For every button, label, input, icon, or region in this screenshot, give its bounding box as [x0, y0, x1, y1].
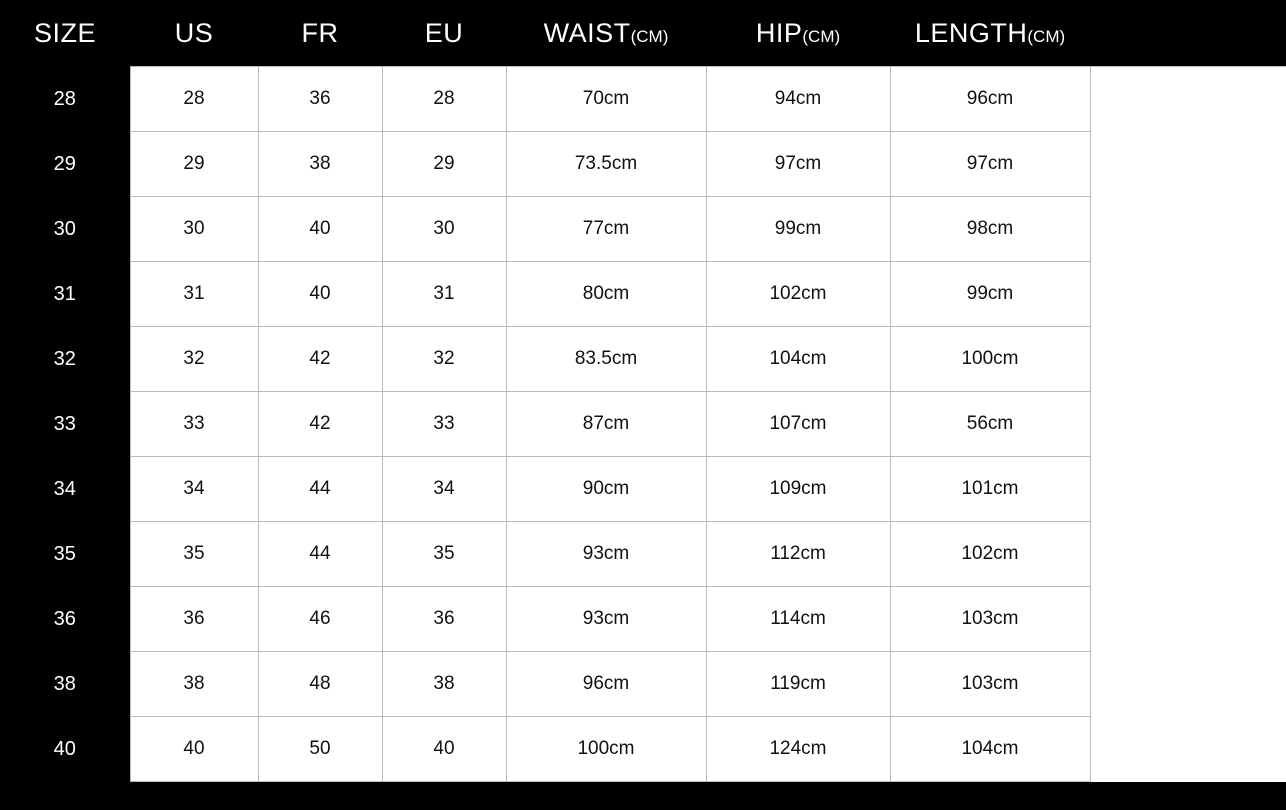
cell-eu: 34: [382, 457, 506, 522]
cell-fr: 38: [258, 132, 382, 197]
cell-blank: [1090, 132, 1286, 197]
cell-blank: [1090, 717, 1286, 782]
cell-us: 30: [130, 197, 258, 262]
cell-length: 102cm: [890, 522, 1090, 587]
cell-length: 56cm: [890, 392, 1090, 457]
column-header-fr-label: FR: [301, 17, 339, 48]
cell-eu: 32: [382, 327, 506, 392]
cell-hip: 119cm: [706, 652, 890, 717]
column-header-waist-label: WAIST: [543, 17, 631, 48]
cell-us: 38: [130, 652, 258, 717]
cell-eu: 29: [382, 132, 506, 197]
header-row: [0, 0, 1286, 67]
cell-us: 36: [130, 587, 258, 652]
table-row: [0, 67, 1286, 132]
cell-waist: 80cm: [506, 262, 706, 327]
cell-hip: 124cm: [706, 717, 890, 782]
table-row: [0, 262, 1286, 327]
column-header-size-label: SIZE: [33, 17, 96, 48]
cell-fr: 46: [258, 587, 382, 652]
cell-us: 32: [130, 327, 258, 392]
cell-us: 34: [130, 457, 258, 522]
cell-blank: [1090, 652, 1286, 717]
cell-eu: 40: [382, 717, 506, 782]
cell-us: 28: [130, 67, 258, 132]
cell-hip: 102cm: [706, 262, 890, 327]
cell-fr: 44: [258, 522, 382, 587]
column-header-eu: [382, 0, 506, 67]
column-header-waist-unit: (CM): [630, 26, 669, 46]
cell-blank: [1090, 67, 1286, 132]
cell-size: 40: [0, 717, 130, 782]
cell-size: 38: [0, 652, 130, 717]
column-header-fr: [258, 0, 382, 67]
cell-blank: [1090, 197, 1286, 262]
table-row: [0, 132, 1286, 197]
column-header-hip-unit: (CM): [802, 26, 841, 46]
cell-size: 28: [0, 67, 130, 132]
cell-fr: 48: [258, 652, 382, 717]
cell-fr: 40: [258, 197, 382, 262]
table-body: [0, 67, 1286, 782]
cell-hip: 104cm: [706, 327, 890, 392]
cell-hip: 94cm: [706, 67, 890, 132]
cell-hip: 114cm: [706, 587, 890, 652]
cell-size: 29: [0, 132, 130, 197]
cell-eu: 33: [382, 392, 506, 457]
table-header: [0, 0, 1286, 67]
column-header-eu-label: EU: [424, 17, 464, 48]
column-header-size: [0, 0, 130, 67]
table-row: [0, 522, 1286, 587]
cell-waist: 93cm: [506, 587, 706, 652]
cell-length: 100cm: [890, 327, 1090, 392]
cell-blank: [1090, 262, 1286, 327]
cell-eu: 30: [382, 197, 506, 262]
cell-waist: 73.5cm: [506, 132, 706, 197]
cell-waist: 90cm: [506, 457, 706, 522]
cell-waist: 93cm: [506, 522, 706, 587]
cell-length: 97cm: [890, 132, 1090, 197]
cell-eu: 38: [382, 652, 506, 717]
table-row: [0, 652, 1286, 717]
cell-length: 99cm: [890, 262, 1090, 327]
cell-waist: 96cm: [506, 652, 706, 717]
cell-length: 103cm: [890, 587, 1090, 652]
cell-size: 35: [0, 522, 130, 587]
column-header-hip: [706, 0, 890, 67]
cell-size: 31: [0, 262, 130, 327]
cell-length: 103cm: [890, 652, 1090, 717]
cell-fr: 42: [258, 392, 382, 457]
table-row: [0, 392, 1286, 457]
cell-blank: [1090, 392, 1286, 457]
cell-length: 98cm: [890, 197, 1090, 262]
cell-us: 40: [130, 717, 258, 782]
cell-waist: 100cm: [506, 717, 706, 782]
cell-hip: 112cm: [706, 522, 890, 587]
cell-waist: 77cm: [506, 197, 706, 262]
cell-blank: [1090, 327, 1286, 392]
cell-eu: 36: [382, 587, 506, 652]
cell-hip: 109cm: [706, 457, 890, 522]
cell-fr: 40: [258, 262, 382, 327]
cell-us: 33: [130, 392, 258, 457]
cell-size: 30: [0, 197, 130, 262]
cell-fr: 42: [258, 327, 382, 392]
cell-length: 96cm: [890, 67, 1090, 132]
cell-us: 29: [130, 132, 258, 197]
cell-fr: 44: [258, 457, 382, 522]
cell-waist: 70cm: [506, 67, 706, 132]
table-row: [0, 457, 1286, 522]
cell-eu: 35: [382, 522, 506, 587]
cell-us: 35: [130, 522, 258, 587]
cell-length: 104cm: [890, 717, 1090, 782]
cell-size: 32: [0, 327, 130, 392]
cell-size: 34: [0, 457, 130, 522]
cell-length: 101cm: [890, 457, 1090, 522]
column-header-us: [130, 0, 258, 67]
cell-fr: 50: [258, 717, 382, 782]
table-row: [0, 327, 1286, 392]
cell-blank: [1090, 457, 1286, 522]
column-header-blank: [1090, 0, 1286, 67]
cell-hip: 97cm: [706, 132, 890, 197]
cell-blank: [1090, 587, 1286, 652]
cell-fr: 36: [258, 67, 382, 132]
cell-eu: 31: [382, 262, 506, 327]
cell-size: 36: [0, 587, 130, 652]
column-header-length-unit: (CM): [1027, 26, 1066, 46]
cell-us: 31: [130, 262, 258, 327]
cell-waist: 83.5cm: [506, 327, 706, 392]
column-header-length-label: LENGTH: [914, 17, 1028, 48]
column-header-us-label: US: [174, 17, 214, 48]
cell-waist: 87cm: [506, 392, 706, 457]
column-header-length: [890, 0, 1090, 67]
cell-hip: 99cm: [706, 197, 890, 262]
table-row: [0, 197, 1286, 262]
cell-eu: 28: [382, 67, 506, 132]
column-header-hip-label: HIP: [755, 17, 803, 48]
table-row: [0, 587, 1286, 652]
column-header-waist: [506, 0, 706, 67]
cell-hip: 107cm: [706, 392, 890, 457]
cell-size: 33: [0, 392, 130, 457]
cell-blank: [1090, 522, 1286, 587]
table-row: [0, 717, 1286, 782]
